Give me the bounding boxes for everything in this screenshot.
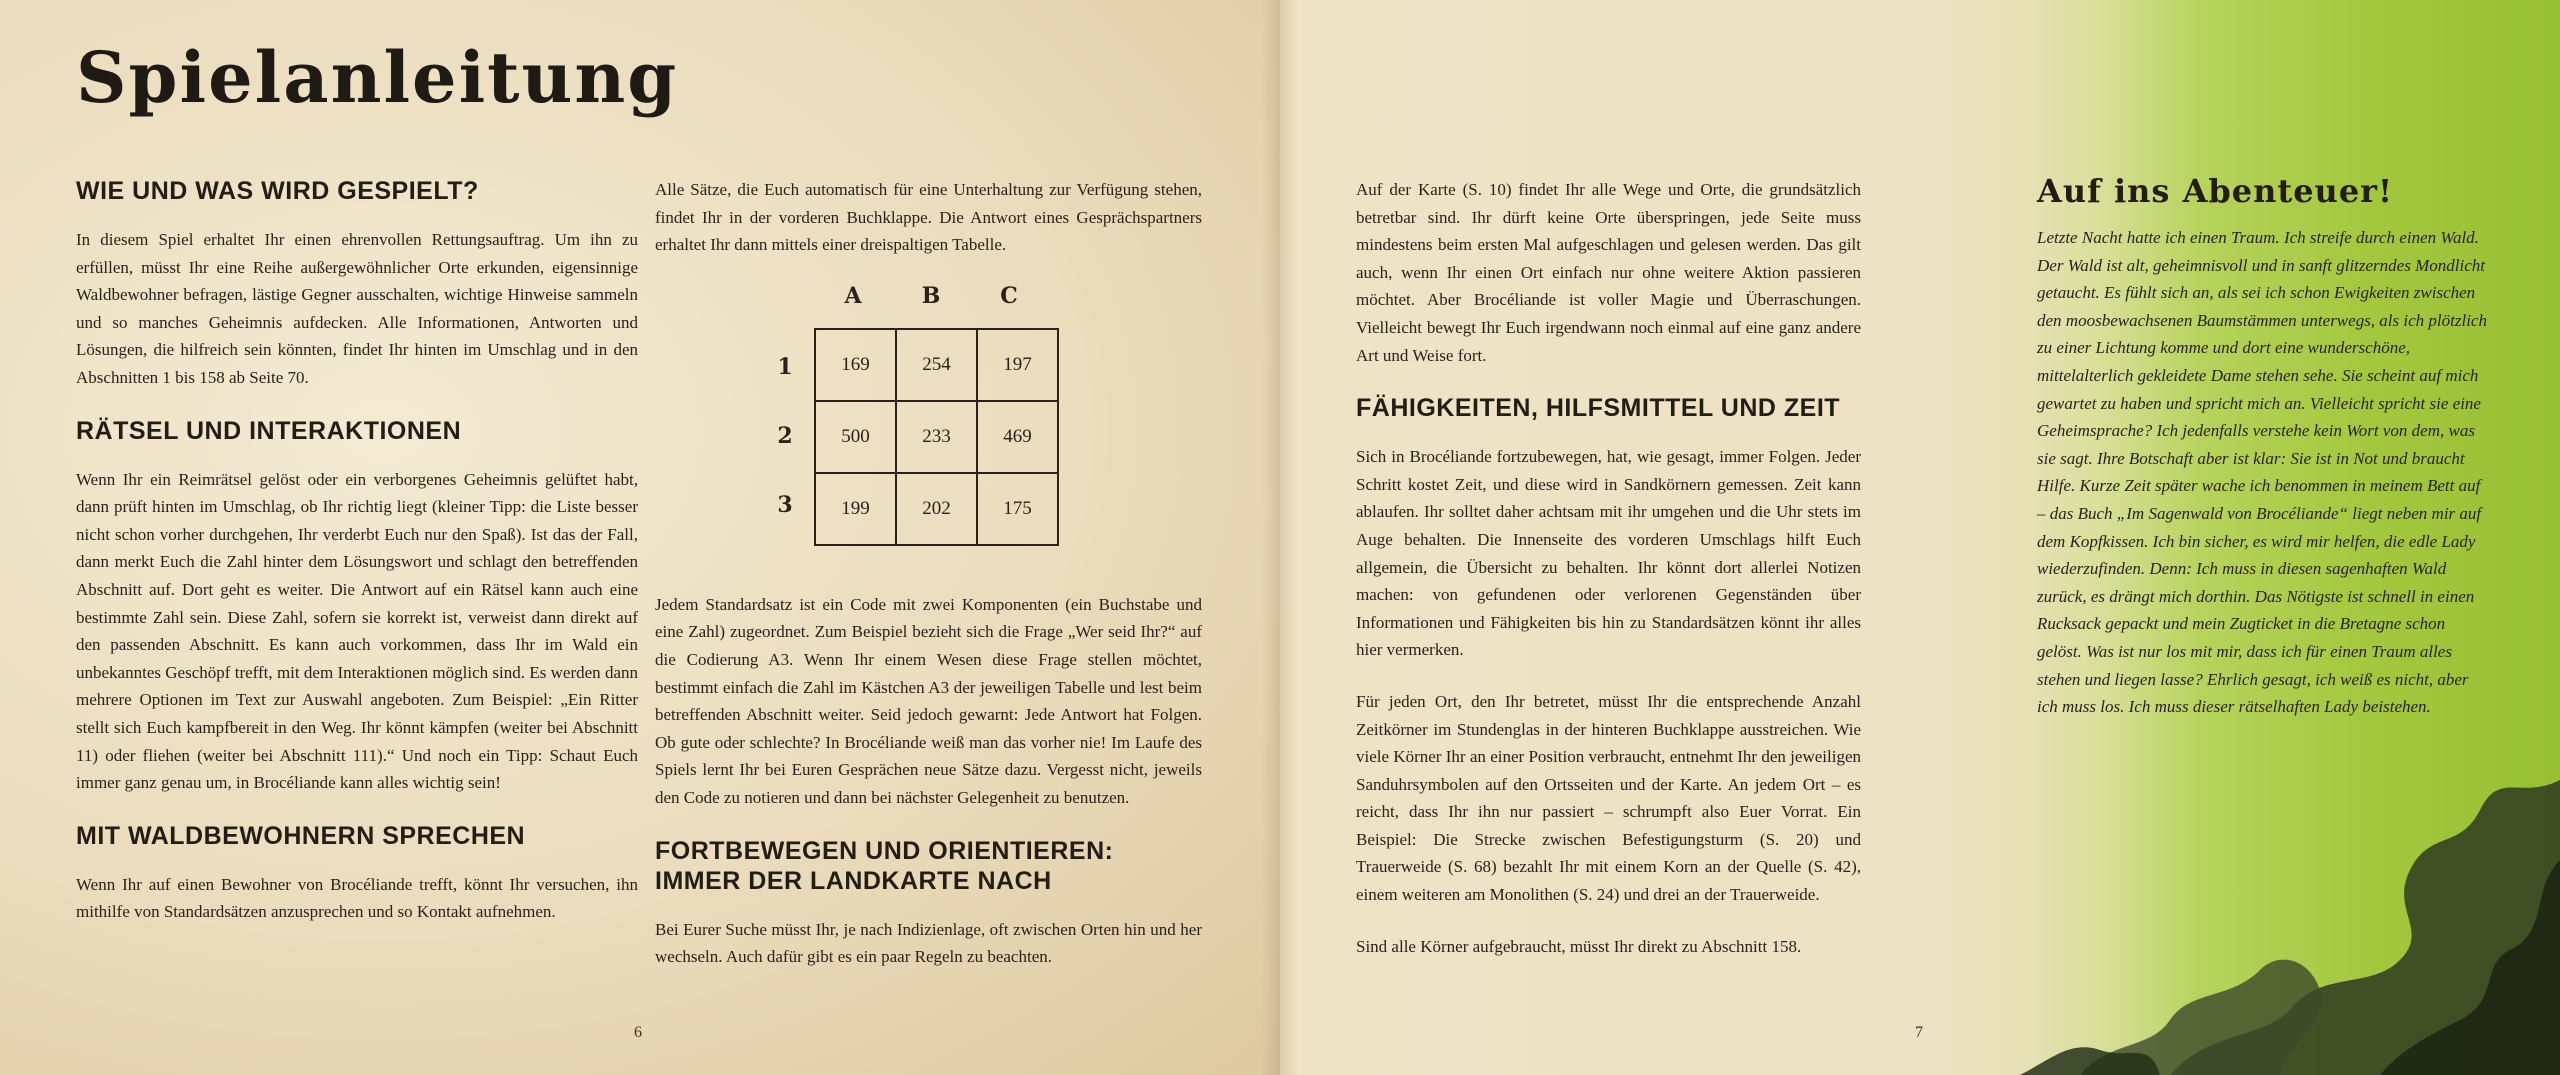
column-header-c: C [1000, 282, 1018, 309]
table-row-headers [765, 333, 805, 540]
page-number-left: 6 [634, 1024, 642, 1041]
table-cell: 199 [815, 473, 896, 545]
row-header-3: 3 [777, 491, 793, 518]
paragraph-puzzles: Wenn Ihr ein Reimrätsel gelöst oder ein verborgenes Geheimnis gelüftet habt, dann prüft hinten im Umschlag, ob Ihr richtig liegt (kleiner Tipp: die Liste besser nicht schon vorher durchgehen, Ihr verderbt Euch nur den Spaß). Ist das der Fall, dann merkt Euch die Zahl hinter dem Lösungswort und schlagt den betreffenden Abschnitt auf. Dort geht es weiter. Die Antwort auf ein Rätsel kann auch eine bestimmte Zahl sein. Diese Zahl, sofern sie korrekt ist, verweist dann direkt auf den passenden Abschnitt. Es kann auch vorkommen, dass Ihr im Wald ein unbekanntes Geschöpf trefft, mit dem Interaktionen möglich sind. Es werden dann mehrere Optionen im Text zur Auswahl angeboten. Zum Beispiel: „Ein Ritter stellt sich Euch kampfbereit in den Weg. Ihr könnt kämpfen (weiter bei Abschnitt 11) oder fliehen (weiter bei Abschnitt 111).“ Und noch ein Tipp: Schaut Euch immer ganz genau um, in Brocéliande kann alles wichtig sein! [76, 469, 638, 793]
table-cell: 469 [977, 401, 1058, 473]
table-cell: 500 [815, 401, 896, 473]
page-number-right: 7 [1915, 1024, 1923, 1041]
right-column-2 [2037, 172, 2492, 745]
left-column-1 [76, 176, 638, 950]
code-table [814, 328, 1059, 546]
section-heading-puzzles: RÄTSEL UND INTERAKTIONEN [76, 416, 462, 445]
section-heading-forest-dwellers: MIT WALDBEWOHNERN SPRECHEN [76, 821, 526, 850]
table-column-headers [814, 283, 1048, 311]
table-cell: 197 [977, 329, 1058, 401]
paragraph-gameplay: In diesem Spiel erhaltet Ihr einen ehrenvollen Rettungsauftrag. Um ihn zu erfüllen, müsst Ihr eine Reihe außergewöhnlicher Orte erkunden, eigensinnige Waldbewohner befragen, lästige Gegner ausschalten, wichtige Hinweise sammeln und so manches Geheimnis aufdecken. Alle Informationen, Antworten und Lösungen, die hilfreich sein könnten, findet Ihr hinten im Umschlag und in den Abschnitten 1 bis 158 ab Seite 70. [76, 230, 638, 387]
row-header-1: 1 [777, 353, 793, 380]
section-heading-adventure: Auf ins Abenteuer! [2037, 172, 2394, 210]
table-cell: 254 [896, 329, 977, 401]
paragraph-codes: Jedem Standardsatz ist ein Code mit zwei Komponenten (ein Buchstabe und eine Zahl) zugeordnet. Zum Beispiel bezieht sich die Frage „Wer seid Ihr?“ auf die Codierung A3. Wenn Ihr einem Wesen diese Frage stellen möchtet, bestimmt einfach die Zahl im Kästchen A3 der jeweiligen Tabelle und lest beim betreffenden Abschnitt weiter. Seid jedoch gewarnt: Jede Antwort hat Folgen. Ob gute oder schlechte? In Brocéliande weiß man das vorher nie! Im Laufe des Spiels lernt Ihr bei Euren Gesprächen neue Sätze dazu. Vergesst nicht, jeweils den Code zu notieren und dann bei nächster Gelegenheit zu benutzen. [655, 594, 1202, 807]
table-cell: 233 [896, 401, 977, 473]
table-cell: 175 [977, 473, 1058, 545]
paragraph-section-158: Sind alle Körner aufgebraucht, müsst Ihr direkt zu Abschnitt 158. [1356, 936, 1802, 956]
paragraph-forest-dwellers: Wenn Ihr auf einen Bewohner von Brocéliande trefft, könnt Ihr versuchen, ihn mithilfe von Standardsätzen anzusprechen und so Kontakt aufnehmen. [76, 874, 638, 922]
paragraph-time: Sich in Brocéliande fortzubewegen, hat, wie gesagt, immer Folgen. Jeder Schritt kostet Zeit, und diese wird in Sandkörnern gemessen. Zeit kann ablaufen. Ihr solltet daher achtsam mit ihr umgehen und die Uhr stets im Auge behalten. Die Innenseite des vorderen Umschlags hilft Euch allgemein, die Übersicht zu behalten. Ihr könnt dort allerlei Notizen machen: von gefundenen oder verlorenen Gegenständen über Informationen und Fähigkeiten bis hin zu Standardsätzen könnt ihr alles hier vermerken. [1356, 447, 1861, 660]
right-column-1 [1356, 176, 1861, 984]
section-heading-abilities: FÄHIGKEITEN, HILFSMITTEL UND ZEIT [1356, 394, 1841, 423]
table-cell: 202 [896, 473, 977, 545]
table-row [815, 401, 1058, 473]
row-header-2: 2 [777, 422, 793, 449]
foliage-illustration [1960, 740, 2560, 1075]
column-header-a: A [844, 282, 862, 309]
section-heading-gameplay: WIE UND WAS WIRD GESPIELT? [76, 177, 479, 205]
code-table-figure [655, 283, 1202, 573]
table-cell: 169 [815, 329, 896, 401]
paragraph-dream-story: Letzte Nacht hatte ich einen Traum. Ich streife durch einen Wald. Der Wald ist alt, geheimnisvoll und in sanft glitzerndes Mondlicht getaucht. Es fühlt sich an, als sei ich schon Ewigkeiten zwischen den moosbewachsenen Baumstämmen unterwegs, als ich plötzlich zu einer Lichtung komme und dort eine wunderschöne, mittelalterlich gekleidete Dame stehen sehe. Sie scheint auf mich gewartet zu haben und spricht mich an. Vielleicht spricht sie eine Geheimsprache? Ich jedenfalls verstehe kein Wort von dem, was sie sagt. Ihre Botschaft aber ist klar: Sie ist in Not und braucht Hilfe. Kurze Zeit später wache ich benommen in meinem Bett auf – das Buch „Im Sagenwald von Brocéliande“ liegt neben mir auf dem Kopfkissen. Ich bin sicher, es wird mir helfen, die edle Lady wiederzufinden. Denn: Ich muss in diesen sagenhaften Wald zurück, es drängt mich dorthin. Das Nötigste ist schnell in einen Rucksack gepackt und mein Zugticket in die Bretagne schon gelöst. Was ist nur los mit mir, dass ich für einen Traum alles stehen und liegen lasse? Ehrlich gesagt, ich weiß es nicht, aber ich muss los. Ich muss dieser rätselhaften Lady beistehen. [2037, 228, 2487, 717]
table-row [815, 473, 1058, 545]
table-row [815, 329, 1058, 401]
section-heading-movement: FORTBEWEGEN UND ORIENTIEREN: IMMER DER LANDKARTE NACH [655, 836, 1114, 895]
paragraph-sentences: Alle Sätze, die Euch automatisch für eine Unterhaltung zur Verfügung stehen, findet Ihr in der vorderen Buchklappe. Die Antwort eines Gesprächspartners erhaltet Ihr dann mittels einer dreispaltigen Tabelle. [655, 180, 1202, 255]
page-title: Spielanleitung [76, 36, 679, 119]
book-gutter [1262, 0, 1298, 1075]
paragraph-movement: Bei Eurer Suche müsst Ihr, je nach Indizienlage, oft zwischen Orten hin und her wechseln. Auch dafür gibt es ein paar Regeln zu beachten. [655, 919, 1202, 967]
paragraph-grains: Für jeden Ort, den Ihr betretet, müsst Ihr die entsprechende Anzahl Zeitkörner im Stundenglas in der hinteren Buchklappe ausstreichen. Wie viele Körner Ihr an einer Position verbraucht, entnehmt Ihr den jeweiligen Sanduhrsymbolen auf den Ortsseiten und der Karte. An jedem Ort – es reicht, dass Ihr ihn nur passiert – schrumpft also Euer Vorrat. Ein Beispiel: Die Strecke zwischen Befestigungsturm (S. 20) und Trauerweide (S. 68) bezahlt Ihr mit einem Korn an der Quelle (S. 42), einem weiteren am Monolithen (S. 24) und drei an der Trauerweide. [1356, 691, 1861, 905]
column-header-b: B [921, 282, 941, 309]
paragraph-map: Auf der Karte (S. 10) findet Ihr alle Wege und Orte, die grundsätzlich betretbar sind. Ihr dürft keine Orte überspringen, jede Seite muss mindestens beim ersten Mal aufgeschlagen und gelesen werden. Das gilt auch, wenn Ihr einen Ort einfach nur ohne weitere Aktion passieren möchtet. Aber Brocéliande ist voller Magie und Überraschungen. Vielleicht bewegt Ihr Euch irgendwann noch einmal auf eine ganz andere Art und Weise fort. [1356, 180, 1861, 365]
left-column-2 [655, 176, 1202, 995]
